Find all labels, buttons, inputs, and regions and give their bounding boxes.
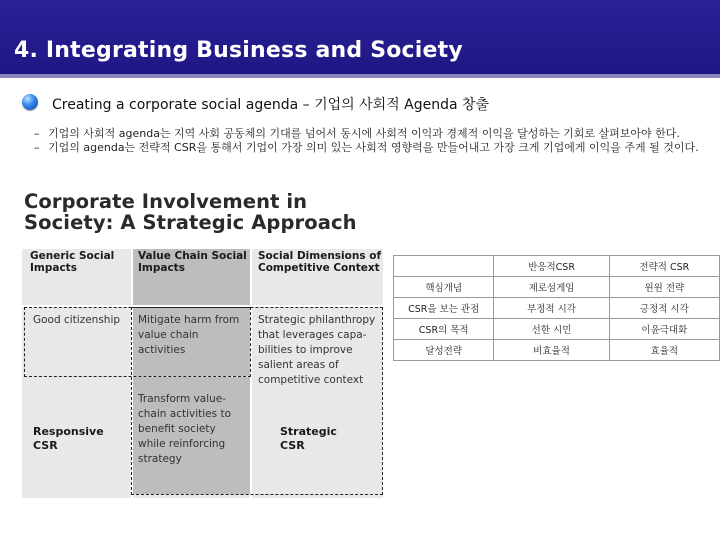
table-row [394, 277, 720, 298]
table-header-cell: 전략적 CSR [609, 256, 719, 277]
figure-title [24, 191, 357, 233]
figure-title-line: Corporate Involvement in [24, 190, 308, 213]
good-citizenship-text: Good citizenship [33, 314, 121, 326]
csr-comparison-table [393, 255, 720, 361]
mitigate-harm-text: Mitigate harm from value chain activities [138, 314, 240, 356]
table-cell: 효율적 [609, 340, 719, 361]
slide-title: 4. Integrating Business and Society [14, 38, 463, 63]
table-row [394, 340, 720, 361]
description-list [34, 127, 714, 155]
matrix-column-header: Generic Social Impacts [30, 250, 115, 274]
table-cell: 선한 시민 [494, 319, 609, 340]
table-header-row [394, 256, 720, 277]
strategic-philanthropy-text: Strategic philanthropy that leverages capa-bilities to improve salient areas of competitive context [258, 314, 376, 386]
blue-bullet-icon [22, 94, 38, 110]
description-item [34, 127, 714, 141]
table-cell: CSR을 보는 관점 [394, 298, 494, 319]
matrix-column-header: Social Dimensions of Competitive Context [258, 250, 382, 274]
section-subheading: Creating a corporate social agenda – 기업의 사회적 Agenda 창출 [52, 97, 490, 113]
description-text: 기업의 사회적 agenda는 지역 사회 공동체의 기대를 넘어서 동시에 사회적 이익과 경제적 이익을 달성하는 기회로 살펴보아야 한다. [48, 127, 680, 140]
table-cell: 제로섬게임 [494, 277, 609, 298]
transform-text: Transform value-chain activities to benefit society while reinforcing strategy [138, 393, 231, 465]
matrix-column-header: Value Chain Social Impacts [138, 250, 247, 274]
table-cell: 달성전략 [394, 340, 494, 361]
table-cell: CSR의 목적 [394, 319, 494, 340]
responsive-csr-label: Responsive CSR [33, 425, 104, 452]
table-row [394, 298, 720, 319]
table-cell: 핵심개념 [394, 277, 494, 298]
table-cell: 비효율적 [494, 340, 609, 361]
table-cell: 부정적 시각 [494, 298, 609, 319]
table-cell: 윈윈 전략 [609, 277, 719, 298]
table-header-cell [394, 256, 494, 277]
strategic-csr-label: Strategic CSR [280, 425, 337, 452]
table-header-cell: 반응적CSR [494, 256, 609, 277]
figure-title-line: Society: A Strategic Approach [24, 211, 357, 234]
table-row [394, 319, 720, 340]
table-cell: 이윤극대화 [609, 319, 719, 340]
description-item [34, 141, 714, 155]
table-cell: 긍정적 시각 [609, 298, 719, 319]
dash-marker: – [34, 141, 40, 154]
dash-marker: – [34, 127, 40, 140]
header-divider [0, 74, 720, 78]
description-text: 기업의 agenda는 전략적 CSR을 통해서 기업이 가장 의미 있는 사회적 영향력을 만들어내고 가장 크게 기업에게 이익을 주게 될 것이다. [48, 141, 699, 154]
